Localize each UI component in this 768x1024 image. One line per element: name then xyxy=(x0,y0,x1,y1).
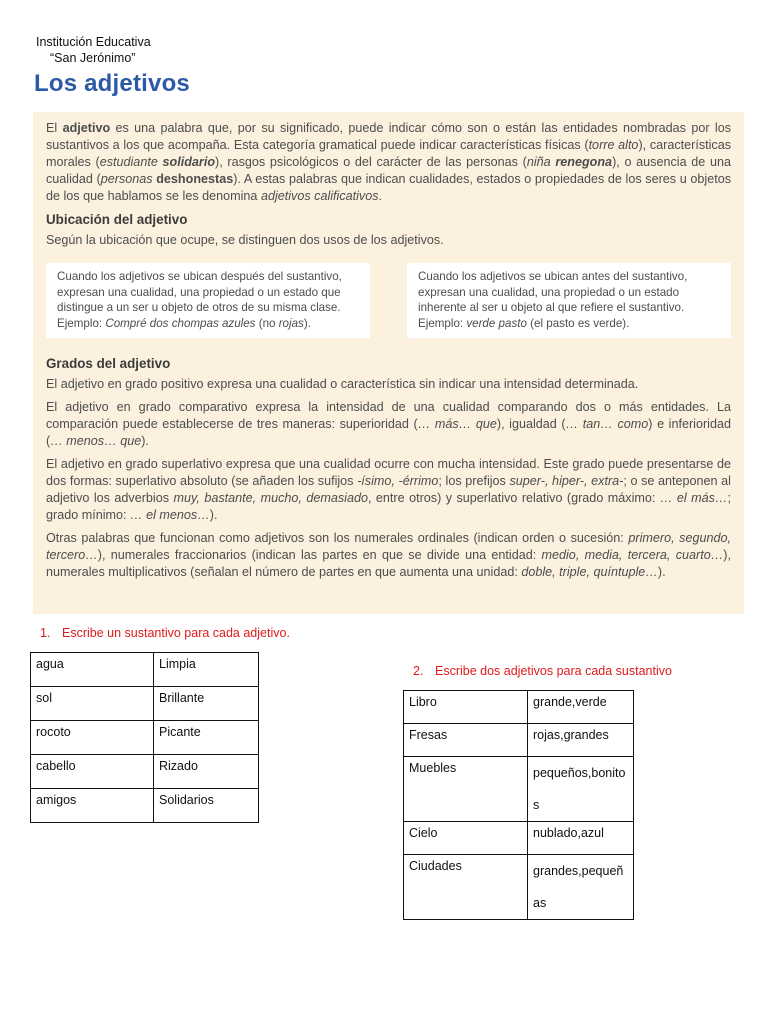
table-row xyxy=(404,757,634,822)
school-header xyxy=(36,34,151,66)
table-cell-noun[interactable]: Muebles xyxy=(404,757,528,822)
table-cell-adjective[interactable]: Limpia xyxy=(154,653,259,687)
table-cell-noun[interactable]: rocoto xyxy=(31,721,154,755)
exercise2-instruction: 2. Escribe dos adjetivos para cada sustantivo xyxy=(413,664,672,678)
exercise1-instruction: 1. Escribe un sustantivo para cada adjetivo. xyxy=(40,626,290,640)
lesson-box xyxy=(33,112,744,614)
table-row xyxy=(31,789,259,823)
table-row xyxy=(31,687,259,721)
table-row xyxy=(404,724,634,757)
table-row xyxy=(31,755,259,789)
table-row xyxy=(404,691,634,724)
table-cell-adjective[interactable]: rojas,grandes xyxy=(528,724,634,757)
table-cell-noun[interactable]: cabello xyxy=(31,755,154,789)
grados-heading: Grados del adjetivo xyxy=(46,356,171,372)
definition-paragraph: El adjetivo es una palabra que, por su significado, puede indicar cómo son o están las entidades nombradas por los sustantivos a los que acompaña. Esta categoría gramatical puede indicar características físicas (torre alto), características morales (estudiante solidario), rasgos psicológicos o del carácter de las personas (niña renegona), o ausencia de una cualidad (personas deshonestas). A estas palabras que indican cualidades, estados o propiedades de los seres u objetos de los que hablamos se les denomina adjetivos calificativos. xyxy=(46,121,732,203)
table-row xyxy=(31,721,259,755)
card-after-noun: Cuando los adjetivos se ubican después del sustantivo, expresan una cualidad, una propiedad o un estado que distingue a un ser u objeto de otros de su misma clase. Ejemplo: Compré dos chompas azules (no rojas). xyxy=(46,263,370,338)
table-row xyxy=(31,653,259,687)
school-subname: “San Jerónimo” xyxy=(50,51,136,65)
otras-palabras: Otras palabras que funcionan como adjetivos son los numerales ordinales (indican orden o sucesión: primero, segundo, tercero…), numerales fraccionarios (indican las partes en que se divide una entidad: medio, media, tercera, cuarto…), numerales multiplicativos (señalan el número de partes en que aumenta una unidad: doble, triple, quíntuple…). xyxy=(46,531,731,580)
grado-comparativo: El adjetivo en grado comparativo expresa la intensidad de una cualidad comparando dos o más entidades. La comparación puede establecerse de tres maneras: superioridad (… más… que), igualdad (… tan… como) e inferioridad (… menos… que). xyxy=(46,400,731,449)
school-name: Institución Educativa xyxy=(36,35,151,49)
table-cell-noun[interactable]: Ciudades xyxy=(404,855,528,920)
table-cell-noun[interactable]: Cielo xyxy=(404,822,528,855)
ubicacion-intro: Según la ubicación que ocupe, se distinguen dos usos de los adjetivos. xyxy=(46,233,444,247)
table-cell-adjective[interactable]: Picante xyxy=(154,721,259,755)
table-row xyxy=(404,822,634,855)
table-cell-adjective[interactable]: Rizado xyxy=(154,755,259,789)
table-cell-noun[interactable]: sol xyxy=(31,687,154,721)
page-title: Los adjetivos xyxy=(34,70,190,97)
table-cell-noun[interactable]: Libro xyxy=(404,691,528,724)
table-cell-adjective[interactable]: nublado,azul xyxy=(528,822,634,855)
table-cell-adjective[interactable]: grandes,pequeñas xyxy=(528,855,634,920)
table-cell-adjective[interactable]: Solidarios xyxy=(154,789,259,823)
table-cell-noun[interactable]: agua xyxy=(31,653,154,687)
card-before-noun: Cuando los adjetivos se ubican antes del sustantivo, expresan una cualidad, una propiedad o un estado inherente al ser u objeto al que refiere el sustantivo. Ejemplo: verde pasto (el pasto es verde). xyxy=(407,263,731,338)
exercise2-table xyxy=(403,690,634,920)
table-cell-adjective[interactable]: Brillante xyxy=(154,687,259,721)
grado-superlativo: El adjetivo en grado superlativo expresa que una cualidad ocurre con mucha intensidad. Este grado puede presentarse de dos formas: superlativo absoluto (se añaden los sufijos -ísimo, -érrimo; los prefijos super-, hiper-, extra-; o se anteponen al adjetivo los adverbios muy, bastante, mucho, demasiado, entre otros) y superlativo relativo (grado máximo: … el más…; grado mínimo: … el menos…). xyxy=(46,457,732,523)
table-cell-adjective[interactable]: pequeños,bonitos xyxy=(528,757,634,822)
ubicacion-cards xyxy=(46,263,731,338)
table-cell-noun[interactable]: amigos xyxy=(31,789,154,823)
table-cell-noun[interactable]: Fresas xyxy=(404,724,528,757)
grado-positivo: El adjetivo en grado positivo expresa una cualidad o característica sin indicar una intensidad determinada. xyxy=(46,377,639,392)
ubicacion-heading: Ubicación del adjetivo xyxy=(46,212,188,227)
table-cell-adjective[interactable]: grande,verde xyxy=(528,691,634,724)
exercise1-table xyxy=(30,652,259,823)
table-row xyxy=(404,855,634,920)
